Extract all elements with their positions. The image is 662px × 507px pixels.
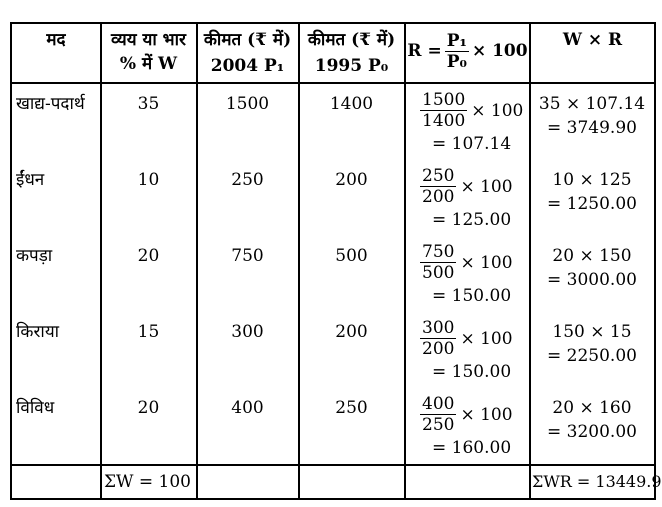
cell-wr-result: = 3000.00 [547,270,637,290]
cell-r-result: = 150.00 [432,286,512,306]
header-r-lhs: R = [407,41,442,61]
cell-r-fraction [420,394,456,435]
cell-r-fraction [420,166,456,207]
cell-item: विविध [16,398,55,418]
cell-p0: 200 [335,170,368,190]
cell-wr-result: = 1250.00 [547,194,637,214]
footer-top-border [10,464,656,466]
header-p0-line1: कीमत (₹ में) [307,30,396,50]
cell-r-multiplier: × 100 [460,404,513,425]
cell-r-fraction [420,90,467,131]
cell-weight: 20 [137,398,160,418]
cell-weight: 20 [137,246,160,266]
header-p1-line1: कीमत (₹ में) [203,30,292,50]
cell-p1: 250 [231,170,264,190]
cell-r-formula [420,90,523,131]
header-weight-line1: व्यय या भार [111,30,186,50]
cell-wr-expression: 20 × 150 [552,246,632,266]
cell-r-formula [420,394,513,435]
cell-p0: 1400 [329,94,374,114]
cell-wr-result: = 3749.90 [547,118,637,138]
header-r-numerator: P₁ [446,30,467,51]
cell-r-result: = 125.00 [432,210,512,230]
header-r-formula [407,26,528,76]
cell-wr-expression: 20 × 160 [552,398,632,418]
col-divider-4 [404,22,406,500]
table-top-border [10,22,656,24]
cell-r-multiplier: × 100 [460,328,513,349]
cell-p0: 200 [335,322,368,342]
header-p1-line2: 2004 P₁ [210,56,285,76]
cell-r-formula [420,242,513,283]
cell-r-numerator: 400 [422,394,455,414]
cell-wr-result: = 2250.00 [547,346,637,366]
header-bottom-border [10,82,656,84]
header-weight-line2: % में W [119,54,178,74]
cell-r-denominator: 500 [422,263,455,283]
cell-r-multiplier: × 100 [471,100,524,121]
cell-p1: 400 [231,398,264,418]
cell-item: खाद्य-पदार्थ [16,94,85,114]
cell-r-formula [420,166,513,207]
table-left-border [10,22,12,500]
cell-r-denominator: 1400 [422,111,466,131]
cell-p0: 500 [335,246,368,266]
cell-r-formula [420,318,513,359]
cell-p1: 300 [231,322,264,342]
cell-r-multiplier: × 100 [460,176,513,197]
cell-r-fraction [420,242,456,283]
header-wr: W × R [562,30,623,50]
cell-r-numerator: 1500 [422,90,466,110]
cell-item: किराया [16,322,60,342]
cell-wr-result: = 3200.00 [547,422,637,442]
cell-p0: 250 [335,398,368,418]
cell-weight: 15 [137,322,160,342]
cell-r-numerator: 750 [422,242,455,262]
footer-sum-w: ΣW = 100 [104,472,191,492]
header-r-fraction [445,31,469,72]
footer-sum-wr: ΣWR = 13449.9 [532,472,662,491]
cell-r-multiplier: × 100 [460,252,513,273]
cell-r-fraction [420,318,456,359]
header-r-multiplier: × 100 [471,41,528,61]
cell-r-numerator: 300 [422,318,455,338]
cell-p1: 750 [231,246,264,266]
cell-weight: 10 [137,170,160,190]
cell-p1: 1500 [225,94,270,114]
cell-weight: 35 [137,94,160,114]
cell-r-result: = 150.00 [432,362,512,382]
cell-wr-expression: 10 × 125 [552,170,632,190]
cell-r-denominator: 200 [422,187,455,207]
header-r-denominator: P₀ [446,51,467,72]
header-item: मद [46,30,66,50]
cell-r-numerator: 250 [422,166,455,186]
cell-item: ईंधन [16,170,45,190]
cell-item: कपड़ा [16,246,53,266]
cell-wr-expression: 150 × 15 [552,322,632,342]
table-bottom-border [10,498,656,500]
header-p0-line2: 1995 P₀ [314,56,389,76]
cell-wr-expression: 35 × 107.14 [538,94,646,114]
cell-r-result: = 160.00 [432,438,512,458]
cell-r-result: = 107.14 [432,134,512,154]
cell-r-denominator: 200 [422,339,455,359]
table-right-border [654,22,656,500]
cell-r-denominator: 250 [422,415,455,435]
